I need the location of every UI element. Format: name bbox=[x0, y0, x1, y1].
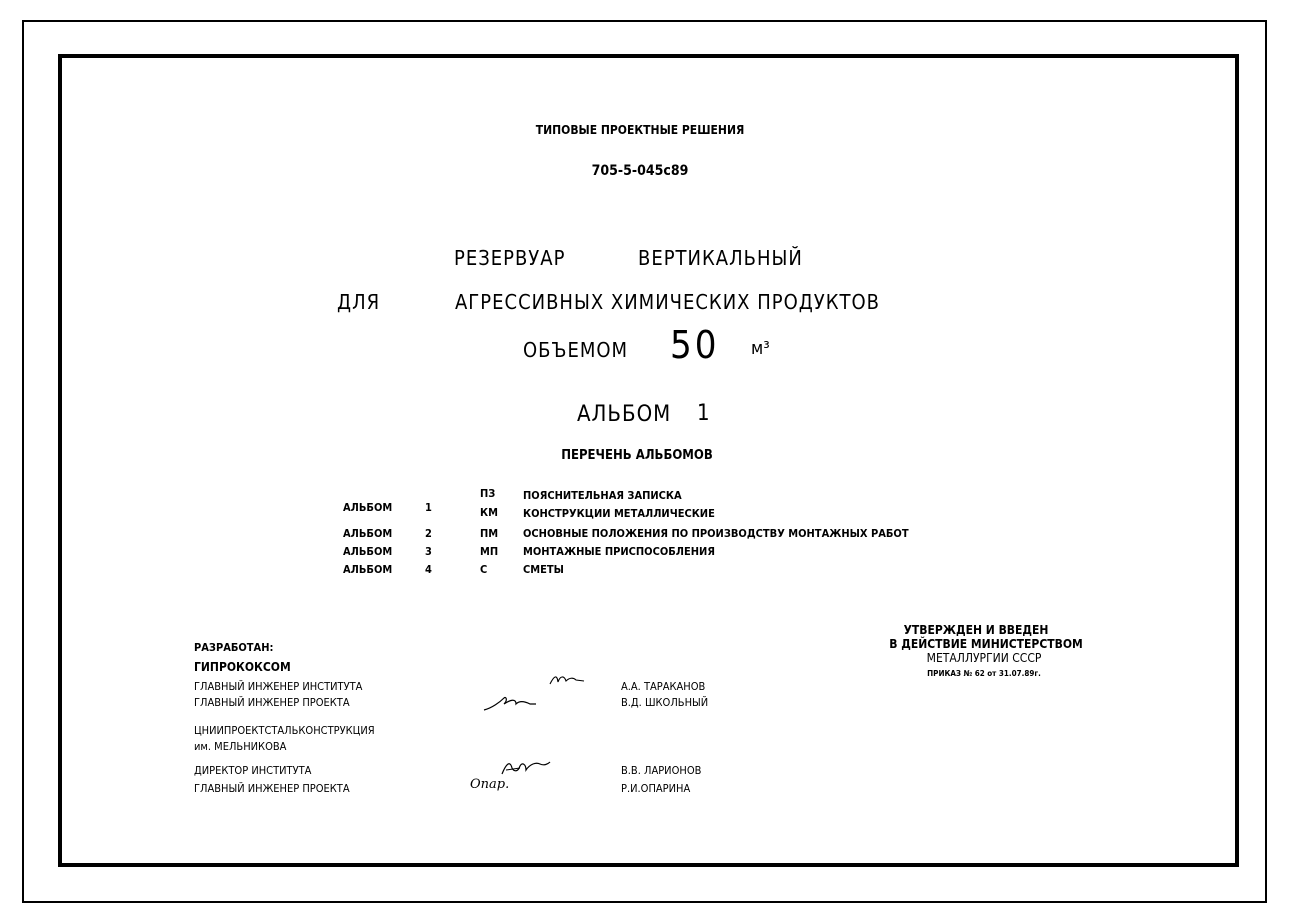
album-cell: АЛЬБОМ bbox=[343, 501, 393, 514]
desc-cell: ОСНОВНЫЕ ПОЛОЖЕНИЯ ПО ПРОИЗВОДСТВУ МОНТАЖНЫХ РАБОТ bbox=[523, 527, 909, 540]
org1-person2: В.Д. ШКОЛЬНЫЙ bbox=[621, 696, 709, 709]
album-cell: АЛЬБОМ bbox=[343, 563, 393, 576]
org2-role2: ГЛАВНЫЙ ИНЖЕНЕР ПРОЕКТА bbox=[194, 782, 350, 795]
org2-person1: В.В. ЛАРИОНОВ bbox=[621, 764, 702, 777]
album-cell: АЛЬБОМ bbox=[343, 527, 393, 540]
album-label: АЛЬБОМ bbox=[577, 402, 672, 427]
org2-subname: им. МЕЛЬНИКОВА bbox=[194, 740, 287, 753]
approved-order: ПРИКАЗ № 62 от 31.07.89г. bbox=[927, 669, 1041, 678]
albums-list-heading: ПЕРЕЧЕНЬ АЛЬБОМОВ bbox=[561, 448, 713, 463]
signature-4: Опар. bbox=[470, 777, 510, 792]
code-cell: МП bbox=[480, 545, 499, 558]
org1-person1: А.А. ТАРАКАНОВ bbox=[621, 680, 706, 693]
code-cell: КМ bbox=[480, 506, 498, 519]
org2-role1: ДИРЕКТОР ИНСТИТУТА bbox=[194, 764, 312, 777]
signature-2 bbox=[482, 692, 542, 714]
title-vertical: ВЕРТИКАЛЬНЫЙ bbox=[638, 246, 803, 270]
approved-line1: УТВЕРЖДЕН И ВВЕДЕН bbox=[903, 623, 1049, 637]
series-title: ТИПОВЫЕ ПРОЕКТНЫЕ РЕШЕНИЯ bbox=[535, 123, 745, 137]
desc-cell: СМЕТЫ bbox=[523, 563, 564, 576]
desc-cell: МОНТАЖНЫЕ ПРИСПОСОБЛЕНИЯ bbox=[523, 545, 715, 558]
desc-cell: ПОЯСНИТЕЛЬНАЯ ЗАПИСКА bbox=[523, 489, 682, 502]
title-aggressive: АГРЕССИВНЫХ ХИМИЧЕСКИХ ПРОДУКТОВ bbox=[455, 290, 881, 314]
album-num-cell: 3 bbox=[425, 545, 432, 558]
code-cell: ПМ bbox=[480, 527, 499, 540]
desc-cell: КОНСТРУКЦИИ МЕТАЛЛИЧЕСКИЕ bbox=[523, 507, 715, 520]
approved-line2: В ДЕЙСТВИЕ МИНИСТЕРСТВОМ bbox=[889, 637, 1083, 651]
project-code: 705-5-045с89 bbox=[591, 163, 689, 179]
title-reservoir: РЕЗЕРВУАР bbox=[454, 246, 566, 270]
code-cell: С bbox=[480, 563, 488, 576]
org2-name: ЦНИИПРОЕКТСТАЛЬКОНСТРУКЦИЯ bbox=[194, 724, 375, 737]
album-num-cell: 4 bbox=[425, 563, 432, 576]
album-num-cell: 1 bbox=[425, 501, 432, 514]
album-number: 1 bbox=[697, 401, 710, 426]
album-num-cell: 2 bbox=[425, 527, 432, 540]
signature-1 bbox=[548, 672, 588, 688]
title-volume-unit: м³ bbox=[751, 338, 770, 359]
title-volume-value: 50 bbox=[670, 323, 720, 367]
developed-label: РАЗРАБОТАН: bbox=[194, 641, 274, 654]
org1-role1: ГЛАВНЫЙ ИНЖЕНЕР ИНСТИТУТА bbox=[194, 680, 363, 693]
approved-line3: МЕТАЛЛУРГИИ СССР bbox=[926, 651, 1042, 665]
album-cell: АЛЬБОМ bbox=[343, 545, 393, 558]
org2-person2: Р.И.ОПАРИНА bbox=[621, 782, 691, 795]
code-cell: ПЗ bbox=[480, 487, 496, 500]
org1-role2: ГЛАВНЫЙ ИНЖЕНЕР ПРОЕКТА bbox=[194, 696, 350, 709]
org1-name: ГИПРОКОКСОМ bbox=[194, 660, 291, 674]
title-for: ДЛЯ bbox=[337, 290, 381, 314]
title-volume-label: ОБЪЕМОМ bbox=[523, 338, 629, 362]
